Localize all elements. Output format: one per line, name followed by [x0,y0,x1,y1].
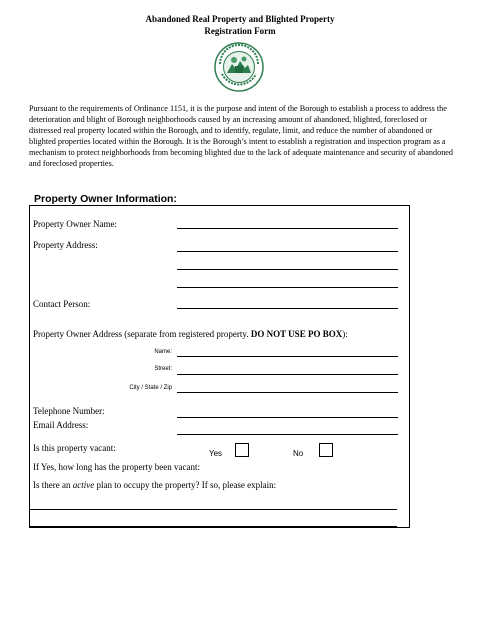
street-field[interactable] [177,374,398,375]
owner-address-suffix: ): [342,329,348,339]
occupancy-plan-emphasis: active [72,480,95,490]
street-label: Street: [154,366,172,372]
section-title: Property Owner Information: [34,193,177,205]
form-title-line-1: Abandoned Real Property and Blighted Property [145,14,335,24]
vacant-duration-label: If Yes, how long has the property been vacant: [33,462,200,472]
form-title-line-2: Registration Form [204,26,276,36]
no-label: No [293,449,304,458]
vacant-no-checkbox[interactable] [319,443,333,457]
owner-name-label: Property Owner Name: [33,219,117,229]
yes-label: Yes [209,449,223,458]
occupancy-plan-suffix: plan to occupy the property? If so, please explain: [94,480,277,490]
contact-person-label: Contact Person: [33,299,91,309]
owner-address-heading [33,329,348,340]
owner-name-field[interactable] [177,228,398,229]
owner-name-address-field[interactable] [177,356,398,357]
intro-paragraph: Pursuant to the requirements of Ordinance 1151, it is the purpose and intent of the Borough to establish a process to address the deterioration and blight of Borough neighborhoods caused by an increasing amount of abandoned, blighted, foreclosed or distressed real property located within the Borough, and to identify, regulate, limit, and reduce the number of abandoned or blighted properties located within the Borough. It is the Borough’s intent to establish a registration and inspection program as a mechanism to protect neighborhoods from becoming blighted due to the lack of adequate maintenance and security of abandoned and foreclosed properties. [29,104,454,168]
property-address-field-3[interactable] [177,287,398,288]
property-address-field-1[interactable] [177,251,398,252]
email-label: Email Address: [33,420,89,430]
city-state-zip-label: City / State / Zip [129,385,172,391]
occupancy-plan-label [33,480,276,491]
telephone-label: Telephone Number: [33,406,105,416]
telephone-field[interactable] [177,417,398,418]
email-field[interactable] [177,434,398,435]
occupancy-plan-field-2[interactable] [30,526,397,527]
property-address-field-2[interactable] [177,269,398,270]
name-label: Name: [154,349,172,355]
contact-person-field[interactable] [177,308,398,309]
occupancy-plan-field-1[interactable] [30,509,397,510]
owner-address-prefix: Property Owner Address (separate from registered property. [33,329,251,339]
property-address-label: Property Address: [33,240,98,250]
city-state-zip-field[interactable] [177,392,398,393]
occupancy-plan-prefix: Is there an [33,480,73,490]
borough-seal-logo [214,42,264,92]
vacant-yes-checkbox[interactable] [235,443,249,457]
no-po-box-warning: DO NOT USE PO BOX [250,329,343,339]
vacant-label: Is this property vacant: [33,443,116,453]
